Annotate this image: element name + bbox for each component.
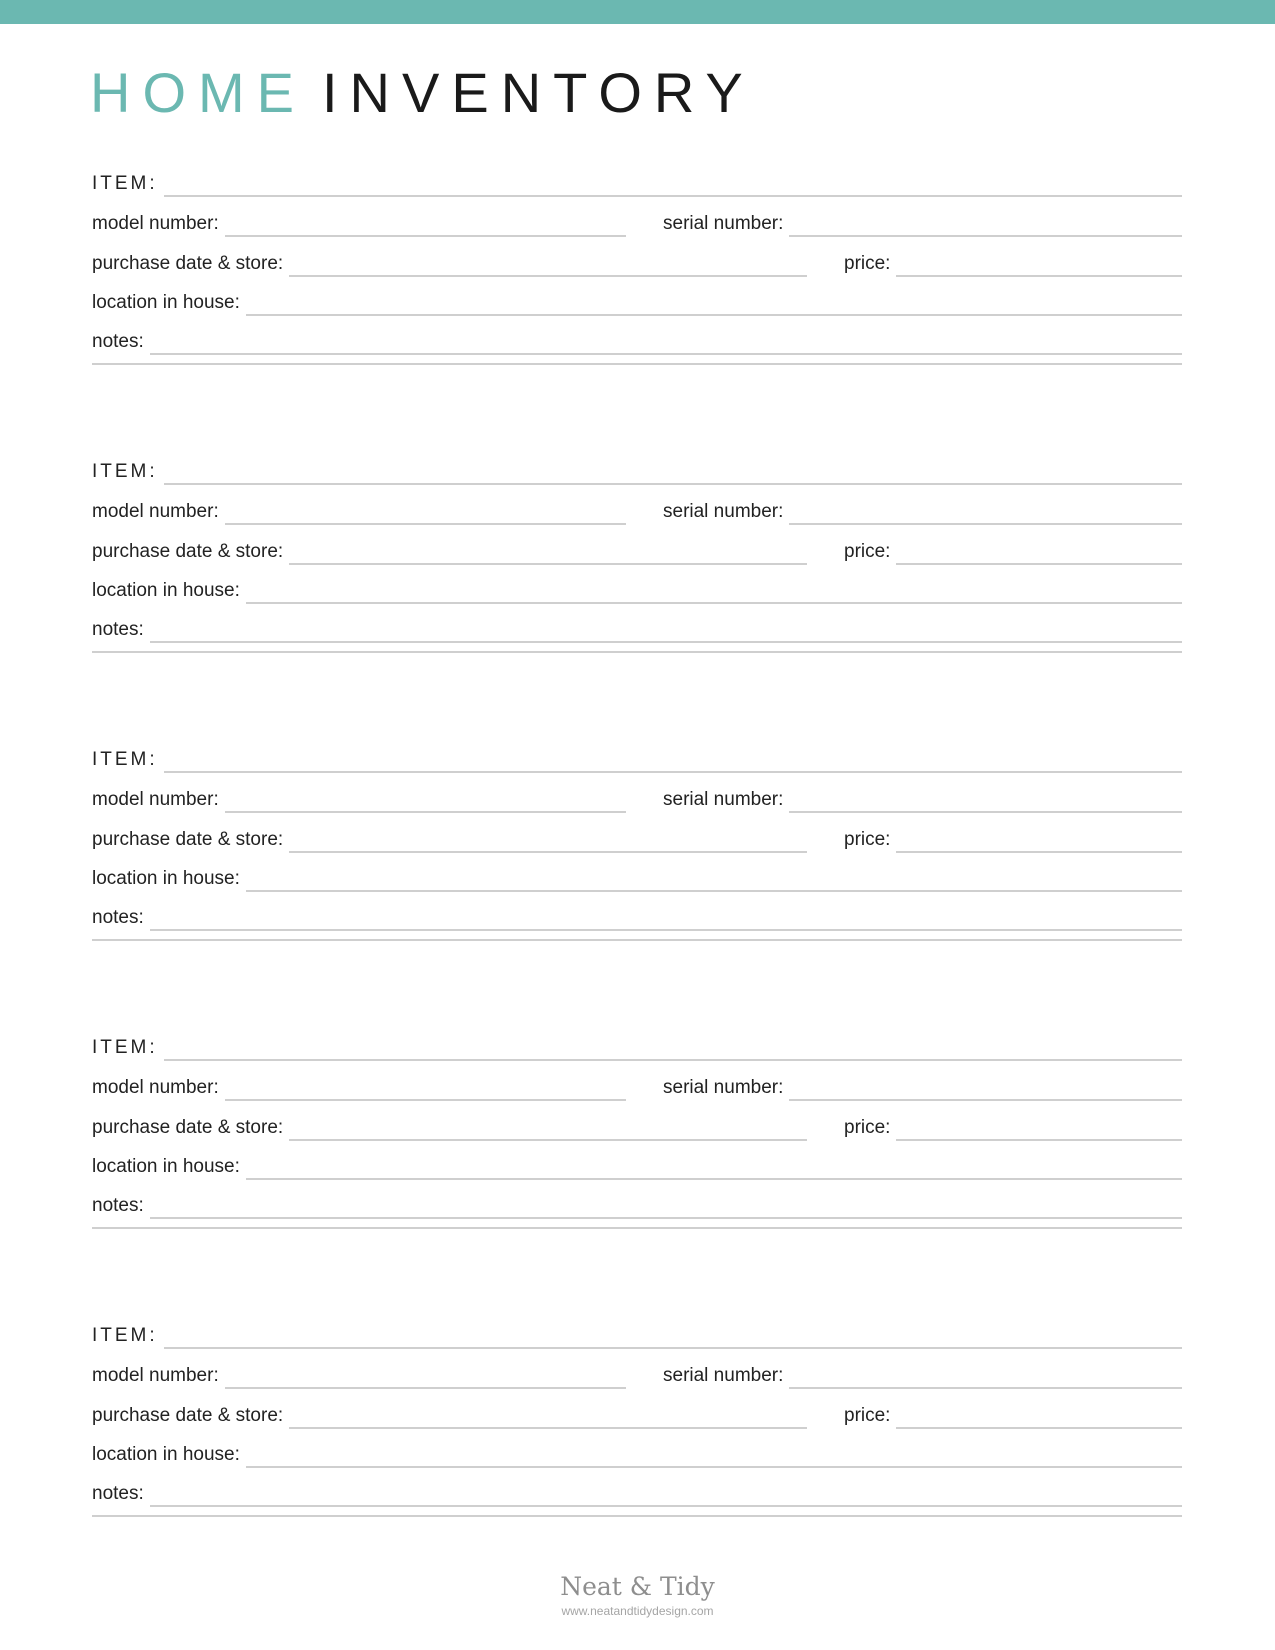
model-number-field[interactable]	[92, 495, 626, 525]
model-number-line[interactable]	[225, 235, 626, 237]
serial-number-label: serial number:	[663, 1365, 784, 1386]
serial-number-label: serial number:	[663, 501, 784, 522]
purchase-date-store-field[interactable]	[92, 1111, 807, 1141]
purchase-date-store-field[interactable]	[92, 535, 807, 565]
inventory-entry	[92, 743, 1182, 973]
purchase-date-store-field[interactable]	[92, 1399, 807, 1429]
notes-extra-line[interactable]	[92, 363, 1182, 365]
location-in-house-label: location in house:	[92, 292, 240, 313]
item-label: ITEM:	[92, 173, 158, 194]
purchase-date-store-line[interactable]	[289, 1427, 807, 1429]
model-number-line[interactable]	[225, 1387, 626, 1389]
model-number-line[interactable]	[225, 1099, 626, 1101]
serial-number-field[interactable]	[663, 783, 1182, 813]
purchase-date-store-label: purchase date & store:	[92, 829, 284, 850]
location-in-house-field[interactable]	[92, 862, 1182, 892]
item-label: ITEM:	[92, 749, 158, 770]
price-line[interactable]	[896, 275, 1182, 277]
location-in-house-field[interactable]	[92, 1438, 1182, 1468]
serial-number-field[interactable]	[663, 495, 1182, 525]
serial-number-label: serial number:	[663, 1077, 784, 1098]
price-line[interactable]	[896, 1427, 1182, 1429]
serial-number-line[interactable]	[789, 811, 1182, 813]
model-number-field[interactable]	[92, 783, 626, 813]
location-in-house-label: location in house:	[92, 1444, 240, 1465]
notes-label: notes:	[92, 1195, 144, 1216]
purchase-date-store-label: purchase date & store:	[92, 1405, 284, 1426]
price-field[interactable]	[844, 823, 1182, 853]
price-line[interactable]	[896, 1139, 1182, 1141]
serial-number-line[interactable]	[789, 1099, 1182, 1101]
inventory-entry	[92, 1319, 1182, 1549]
location-in-house-line[interactable]	[246, 1466, 1182, 1468]
model-number-field[interactable]	[92, 1359, 626, 1389]
notes-field[interactable]	[92, 1477, 1182, 1507]
model-number-label: model number:	[92, 213, 219, 234]
serial-number-line[interactable]	[789, 235, 1182, 237]
price-line[interactable]	[896, 563, 1182, 565]
price-label: price:	[844, 829, 891, 850]
price-label: price:	[844, 1405, 891, 1426]
notes-label: notes:	[92, 1483, 144, 1504]
notes-field[interactable]	[92, 1189, 1182, 1219]
purchase-date-store-line[interactable]	[289, 275, 807, 277]
model-number-label: model number:	[92, 501, 219, 522]
top-accent-bar	[0, 0, 1275, 24]
item-field[interactable]	[92, 1031, 1182, 1061]
footer-brand-logo: Neat & Tidy	[560, 1572, 715, 1601]
location-in-house-field[interactable]	[92, 1150, 1182, 1180]
purchase-date-store-label: purchase date & store:	[92, 1117, 284, 1138]
item-line[interactable]	[164, 195, 1182, 197]
notes-field[interactable]	[92, 325, 1182, 355]
title-accent: HOME	[90, 61, 306, 124]
model-number-label: model number:	[92, 789, 219, 810]
model-number-field[interactable]	[92, 1071, 626, 1101]
model-number-field[interactable]	[92, 207, 626, 237]
item-line[interactable]	[164, 771, 1182, 773]
purchase-date-store-label: purchase date & store:	[92, 541, 284, 562]
purchase-date-store-field[interactable]	[92, 823, 807, 853]
notes-field[interactable]	[92, 901, 1182, 931]
location-in-house-line[interactable]	[246, 1178, 1182, 1180]
price-label: price:	[844, 541, 891, 562]
price-line[interactable]	[896, 851, 1182, 853]
location-in-house-line[interactable]	[246, 890, 1182, 892]
price-field[interactable]	[844, 247, 1182, 277]
location-in-house-label: location in house:	[92, 1156, 240, 1177]
price-field[interactable]	[844, 535, 1182, 565]
notes-field[interactable]	[92, 613, 1182, 643]
location-in-house-line[interactable]	[246, 314, 1182, 316]
title-main: INVENTORY	[322, 61, 755, 124]
model-number-line[interactable]	[225, 811, 626, 813]
item-line[interactable]	[164, 1347, 1182, 1349]
notes-label: notes:	[92, 619, 144, 640]
serial-number-line[interactable]	[789, 523, 1182, 525]
item-line[interactable]	[164, 1059, 1182, 1061]
serial-number-label: serial number:	[663, 789, 784, 810]
purchase-date-store-line[interactable]	[289, 563, 807, 565]
serial-number-line[interactable]	[789, 1387, 1182, 1389]
purchase-date-store-field[interactable]	[92, 247, 807, 277]
serial-number-field[interactable]	[663, 207, 1182, 237]
location-in-house-line[interactable]	[246, 602, 1182, 604]
serial-number-field[interactable]	[663, 1071, 1182, 1101]
model-number-label: model number:	[92, 1077, 219, 1098]
item-field[interactable]	[92, 743, 1182, 773]
notes-extra-line[interactable]	[92, 651, 1182, 653]
price-label: price:	[844, 253, 891, 274]
notes-extra-line[interactable]	[92, 1515, 1182, 1517]
item-line[interactable]	[164, 483, 1182, 485]
footer-url: www.neatandtidydesign.com	[561, 1604, 714, 1618]
price-label: price:	[844, 1117, 891, 1138]
item-field[interactable]	[92, 167, 1182, 197]
model-number-line[interactable]	[225, 523, 626, 525]
item-label: ITEM:	[92, 1037, 158, 1058]
location-in-house-field[interactable]	[92, 286, 1182, 316]
price-field[interactable]	[844, 1399, 1182, 1429]
notes-line[interactable]	[150, 1505, 1182, 1507]
notes-extra-line[interactable]	[92, 1227, 1182, 1229]
item-label: ITEM:	[92, 1325, 158, 1346]
location-in-house-label: location in house:	[92, 580, 240, 601]
purchase-date-store-line[interactable]	[289, 851, 807, 853]
notes-extra-line[interactable]	[92, 939, 1182, 941]
item-field[interactable]	[92, 1319, 1182, 1349]
notes-line[interactable]	[150, 353, 1182, 355]
model-number-label: model number:	[92, 1365, 219, 1386]
notes-line[interactable]	[150, 641, 1182, 643]
notes-line[interactable]	[150, 1217, 1182, 1219]
serial-number-field[interactable]	[663, 1359, 1182, 1389]
location-in-house-field[interactable]	[92, 574, 1182, 604]
inventory-entry	[92, 1031, 1182, 1261]
item-label: ITEM:	[92, 461, 158, 482]
location-in-house-label: location in house:	[92, 868, 240, 889]
notes-line[interactable]	[150, 929, 1182, 931]
purchase-date-store-line[interactable]	[289, 1139, 807, 1141]
inventory-entry	[92, 455, 1182, 685]
serial-number-label: serial number:	[663, 213, 784, 234]
item-field[interactable]	[92, 455, 1182, 485]
notes-label: notes:	[92, 331, 144, 352]
purchase-date-store-label: purchase date & store:	[92, 253, 284, 274]
inventory-entry	[92, 167, 1182, 397]
notes-label: notes:	[92, 907, 144, 928]
page-title	[90, 60, 755, 125]
price-field[interactable]	[844, 1111, 1182, 1141]
